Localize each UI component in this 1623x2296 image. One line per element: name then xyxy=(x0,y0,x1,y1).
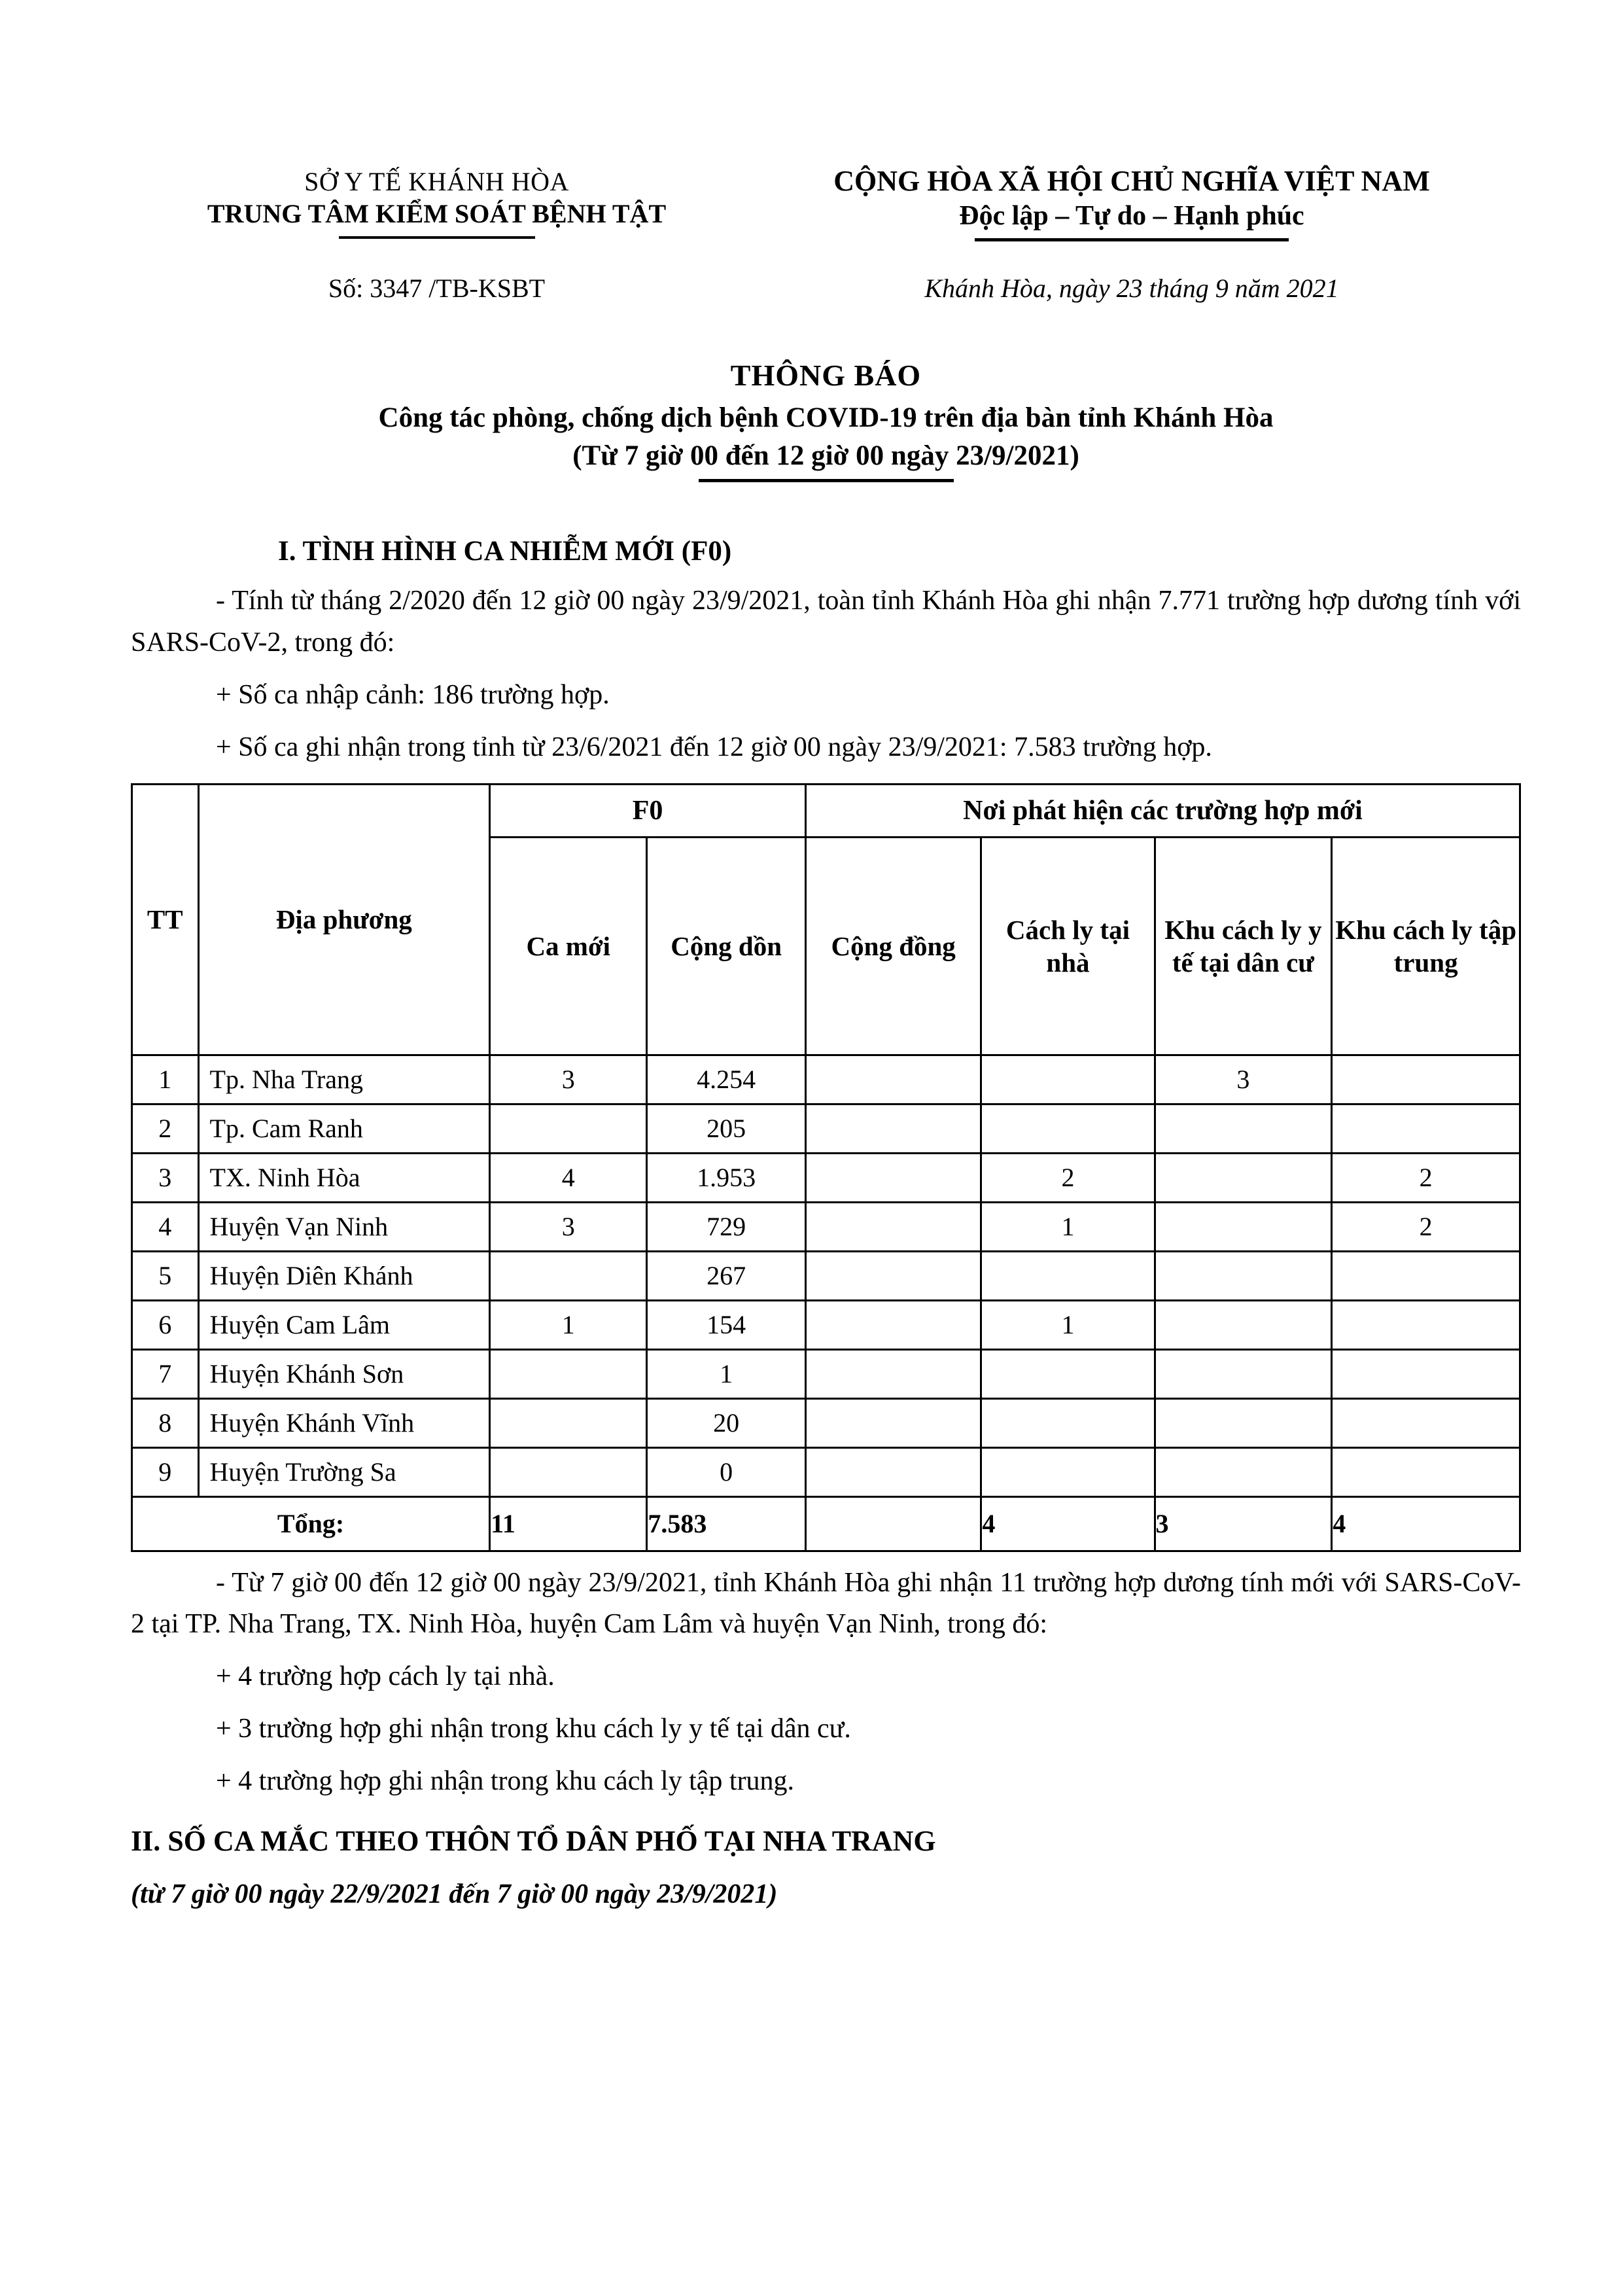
national-heading-block xyxy=(742,164,1521,241)
place-date-block xyxy=(742,273,1521,304)
row-concentrated xyxy=(1332,1300,1520,1349)
row-community xyxy=(805,1104,981,1153)
row-community xyxy=(805,1398,981,1447)
th-home-quarantine: Cách ly tại nhà xyxy=(981,837,1155,1055)
row-new-cases xyxy=(490,1447,647,1496)
section-2-heading: II. SỐ CA MẮC THEO THÔN TỔ DÂN PHỐ TẠI NHA TRANG xyxy=(131,1824,936,1857)
table-row xyxy=(132,1447,1520,1496)
row-new-cases xyxy=(490,1251,647,1300)
row-medical-area xyxy=(1155,1447,1332,1496)
title-block xyxy=(131,356,1521,482)
covid-statistics-table xyxy=(131,783,1521,1552)
total-medical-area: 3 xyxy=(1155,1496,1332,1551)
document-period: (Từ 7 giờ 00 đến 12 giờ 00 ngày 23/9/2021) xyxy=(572,440,1079,472)
table-header-group-row xyxy=(132,784,1520,837)
table-row xyxy=(132,1153,1520,1202)
issuing-authority-block xyxy=(131,164,742,239)
section-1-paragraph-3: + Số ca ghi nhận trong tỉnh từ 23/6/2021 đến 12 giờ 00 ngày 23/9/2021: 7.583 trường hợp. xyxy=(216,732,1212,762)
row-new-cases xyxy=(490,1349,647,1398)
row-concentrated xyxy=(1332,1398,1520,1447)
row-medical-area xyxy=(1155,1202,1332,1251)
row-locality: Huyện Cam Lâm xyxy=(198,1300,490,1349)
row-concentrated xyxy=(1332,1055,1520,1104)
table-row xyxy=(132,1398,1520,1447)
row-locality: Huyện Khánh Vĩnh xyxy=(198,1398,490,1447)
row-medical-area: 3 xyxy=(1155,1055,1332,1104)
row-tt: 3 xyxy=(132,1153,199,1202)
row-tt: 8 xyxy=(132,1398,199,1447)
row-community xyxy=(805,1153,981,1202)
row-concentrated: 2 xyxy=(1332,1202,1520,1251)
document-number-block xyxy=(131,273,742,304)
section-2-subheading: (từ 7 giờ 00 ngày 22/9/2021 đến 7 giờ 00 ngày 23/9/2021) xyxy=(131,1879,778,1909)
authority-underline xyxy=(339,236,535,239)
row-home-quarantine xyxy=(981,1104,1155,1153)
row-locality: Huyện Trường Sa xyxy=(198,1447,490,1496)
document-number: Số: 3347 /TB-KSBT xyxy=(328,274,546,304)
row-locality: Huyện Khánh Sơn xyxy=(198,1349,490,1398)
department-name: SỞ Y TẾ KHÁNH HÒA xyxy=(304,167,569,196)
row-tt: 5 xyxy=(132,1251,199,1300)
row-home-quarantine xyxy=(981,1055,1155,1104)
row-tt: 1 xyxy=(132,1055,199,1104)
row-locality: TX. Ninh Hòa xyxy=(198,1153,490,1202)
row-tt: 4 xyxy=(132,1202,199,1251)
th-group-detection-place: Nơi phát hiện các trường hợp mới xyxy=(805,784,1520,837)
row-new-cases: 3 xyxy=(490,1202,647,1251)
row-medical-area xyxy=(1155,1349,1332,1398)
table-header xyxy=(132,784,1520,1055)
row-concentrated xyxy=(1332,1104,1520,1153)
total-community xyxy=(805,1496,981,1551)
th-concentrated-quarantine: Khu cách ly tập trung xyxy=(1332,837,1520,1055)
row-new-cases: 3 xyxy=(490,1055,647,1104)
table-total-row xyxy=(132,1496,1520,1551)
row-concentrated xyxy=(1332,1447,1520,1496)
row-cumulative: 20 xyxy=(647,1398,806,1447)
row-medical-area xyxy=(1155,1398,1332,1447)
th-tt: TT xyxy=(132,784,199,1055)
table-body xyxy=(132,1055,1520,1496)
table-row xyxy=(132,1055,1520,1104)
row-medical-area xyxy=(1155,1251,1332,1300)
row-medical-area xyxy=(1155,1300,1332,1349)
row-new-cases xyxy=(490,1104,647,1153)
row-tt: 2 xyxy=(132,1104,199,1153)
row-home-quarantine xyxy=(981,1251,1155,1300)
section-1-paragraph-6: + 3 trường hợp ghi nhận trong khu cách ly y tế tại dân cư. xyxy=(216,1714,851,1744)
row-cumulative: 4.254 xyxy=(647,1055,806,1104)
row-community xyxy=(805,1055,981,1104)
row-home-quarantine: 1 xyxy=(981,1300,1155,1349)
row-home-quarantine xyxy=(981,1398,1155,1447)
total-concentrated: 4 xyxy=(1332,1496,1520,1551)
national-motto: Độc lập – Tự do – Hạnh phúc xyxy=(959,200,1304,231)
section-1-paragraph-1: - Tính từ tháng 2/2020 đến 12 giờ 00 ngày 23/9/2021, toàn tỉnh Khánh Hòa ghi nhận 7.771 trường hợp dương tính với SARS-CoV-2, trong đó: xyxy=(131,586,1521,658)
row-locality: Huyện Vạn Ninh xyxy=(198,1202,490,1251)
row-home-quarantine: 2 xyxy=(981,1153,1155,1202)
row-concentrated: 2 xyxy=(1332,1153,1520,1202)
row-concentrated xyxy=(1332,1349,1520,1398)
title-underline xyxy=(699,479,954,482)
country-name: CỘNG HÒA XÃ HỘI CHỦ NGHĨA VIỆT NAM xyxy=(833,165,1430,197)
row-cumulative: 267 xyxy=(647,1251,806,1300)
masthead xyxy=(131,164,1521,241)
row-home-quarantine: 1 xyxy=(981,1202,1155,1251)
row-home-quarantine xyxy=(981,1349,1155,1398)
section-1-heading: I. TÌNH HÌNH CA NHIỄM MỚI (F0) xyxy=(278,536,732,567)
row-medical-area xyxy=(1155,1153,1332,1202)
row-locality: Tp. Nha Trang xyxy=(198,1055,490,1104)
row-home-quarantine xyxy=(981,1447,1155,1496)
row-cumulative: 1 xyxy=(647,1349,806,1398)
row-cumulative: 154 xyxy=(647,1300,806,1349)
row-cumulative: 1.953 xyxy=(647,1153,806,1202)
document-meta-row xyxy=(131,273,1521,304)
row-new-cases xyxy=(490,1398,647,1447)
section-1-paragraph-7: + 4 trường hợp ghi nhận trong khu cách ly tập trung. xyxy=(216,1765,795,1796)
table-row xyxy=(132,1349,1520,1398)
place-and-date: Khánh Hòa, ngày 23 tháng 9 năm 2021 xyxy=(924,274,1339,304)
document-sheet xyxy=(131,164,1521,1912)
row-community xyxy=(805,1300,981,1349)
th-group-f0: F0 xyxy=(490,784,806,837)
row-community xyxy=(805,1251,981,1300)
section-1-paragraph-4: - Từ 7 giờ 00 đến 12 giờ 00 ngày 23/9/2021, tỉnh Khánh Hòa ghi nhận 11 trường hợp dương tính mới với SARS-CoV-2 tại TP. Nha Trang, TX. Ninh Hòa, huyện Cam Lâm và huyện Vạn Ninh, trong đó: xyxy=(131,1567,1521,1640)
table-row xyxy=(132,1104,1520,1153)
motto-underline xyxy=(975,238,1289,241)
row-locality: Huyện Diên Khánh xyxy=(198,1251,490,1300)
th-locality: Địa phương xyxy=(198,784,490,1055)
document-subject: Công tác phòng, chống dịch bệnh COVID-19 trên địa bàn tỉnh Khánh Hòa xyxy=(378,402,1274,434)
row-cumulative: 729 xyxy=(647,1202,806,1251)
th-cumulative: Cộng dồn xyxy=(647,837,806,1055)
row-new-cases: 1 xyxy=(490,1300,647,1349)
total-home-quarantine: 4 xyxy=(981,1496,1155,1551)
th-medical-quarantine-area: Khu cách ly y tế tại dân cư xyxy=(1155,837,1332,1055)
row-community xyxy=(805,1447,981,1496)
th-new-cases: Ca mới xyxy=(490,837,647,1055)
th-community: Cộng đồng xyxy=(805,837,981,1055)
row-community xyxy=(805,1349,981,1398)
table-row xyxy=(132,1300,1520,1349)
center-name: TRUNG TÂM KIỂM SOÁT BỆNH TẬT xyxy=(207,198,667,228)
section-1-paragraph-2: + Số ca nhập cảnh: 186 trường hợp. xyxy=(216,679,610,710)
document-type-title: THÔNG BÁO xyxy=(730,359,922,393)
row-new-cases: 4 xyxy=(490,1153,647,1202)
row-medical-area xyxy=(1155,1104,1332,1153)
row-locality: Tp. Cam Ranh xyxy=(198,1104,490,1153)
row-tt: 7 xyxy=(132,1349,199,1398)
table-row xyxy=(132,1202,1520,1251)
section-1-paragraph-5: + 4 trường hợp cách ly tại nhà. xyxy=(216,1661,555,1692)
total-label: Tổng: xyxy=(132,1496,490,1551)
row-tt: 9 xyxy=(132,1447,199,1496)
row-tt: 6 xyxy=(132,1300,199,1349)
row-cumulative: 205 xyxy=(647,1104,806,1153)
row-cumulative: 0 xyxy=(647,1447,806,1496)
total-cumulative: 7.583 xyxy=(647,1496,806,1551)
table-row xyxy=(132,1251,1520,1300)
total-new-cases: 11 xyxy=(490,1496,647,1551)
row-concentrated xyxy=(1332,1251,1520,1300)
row-community xyxy=(805,1202,981,1251)
table-footer xyxy=(132,1496,1520,1551)
